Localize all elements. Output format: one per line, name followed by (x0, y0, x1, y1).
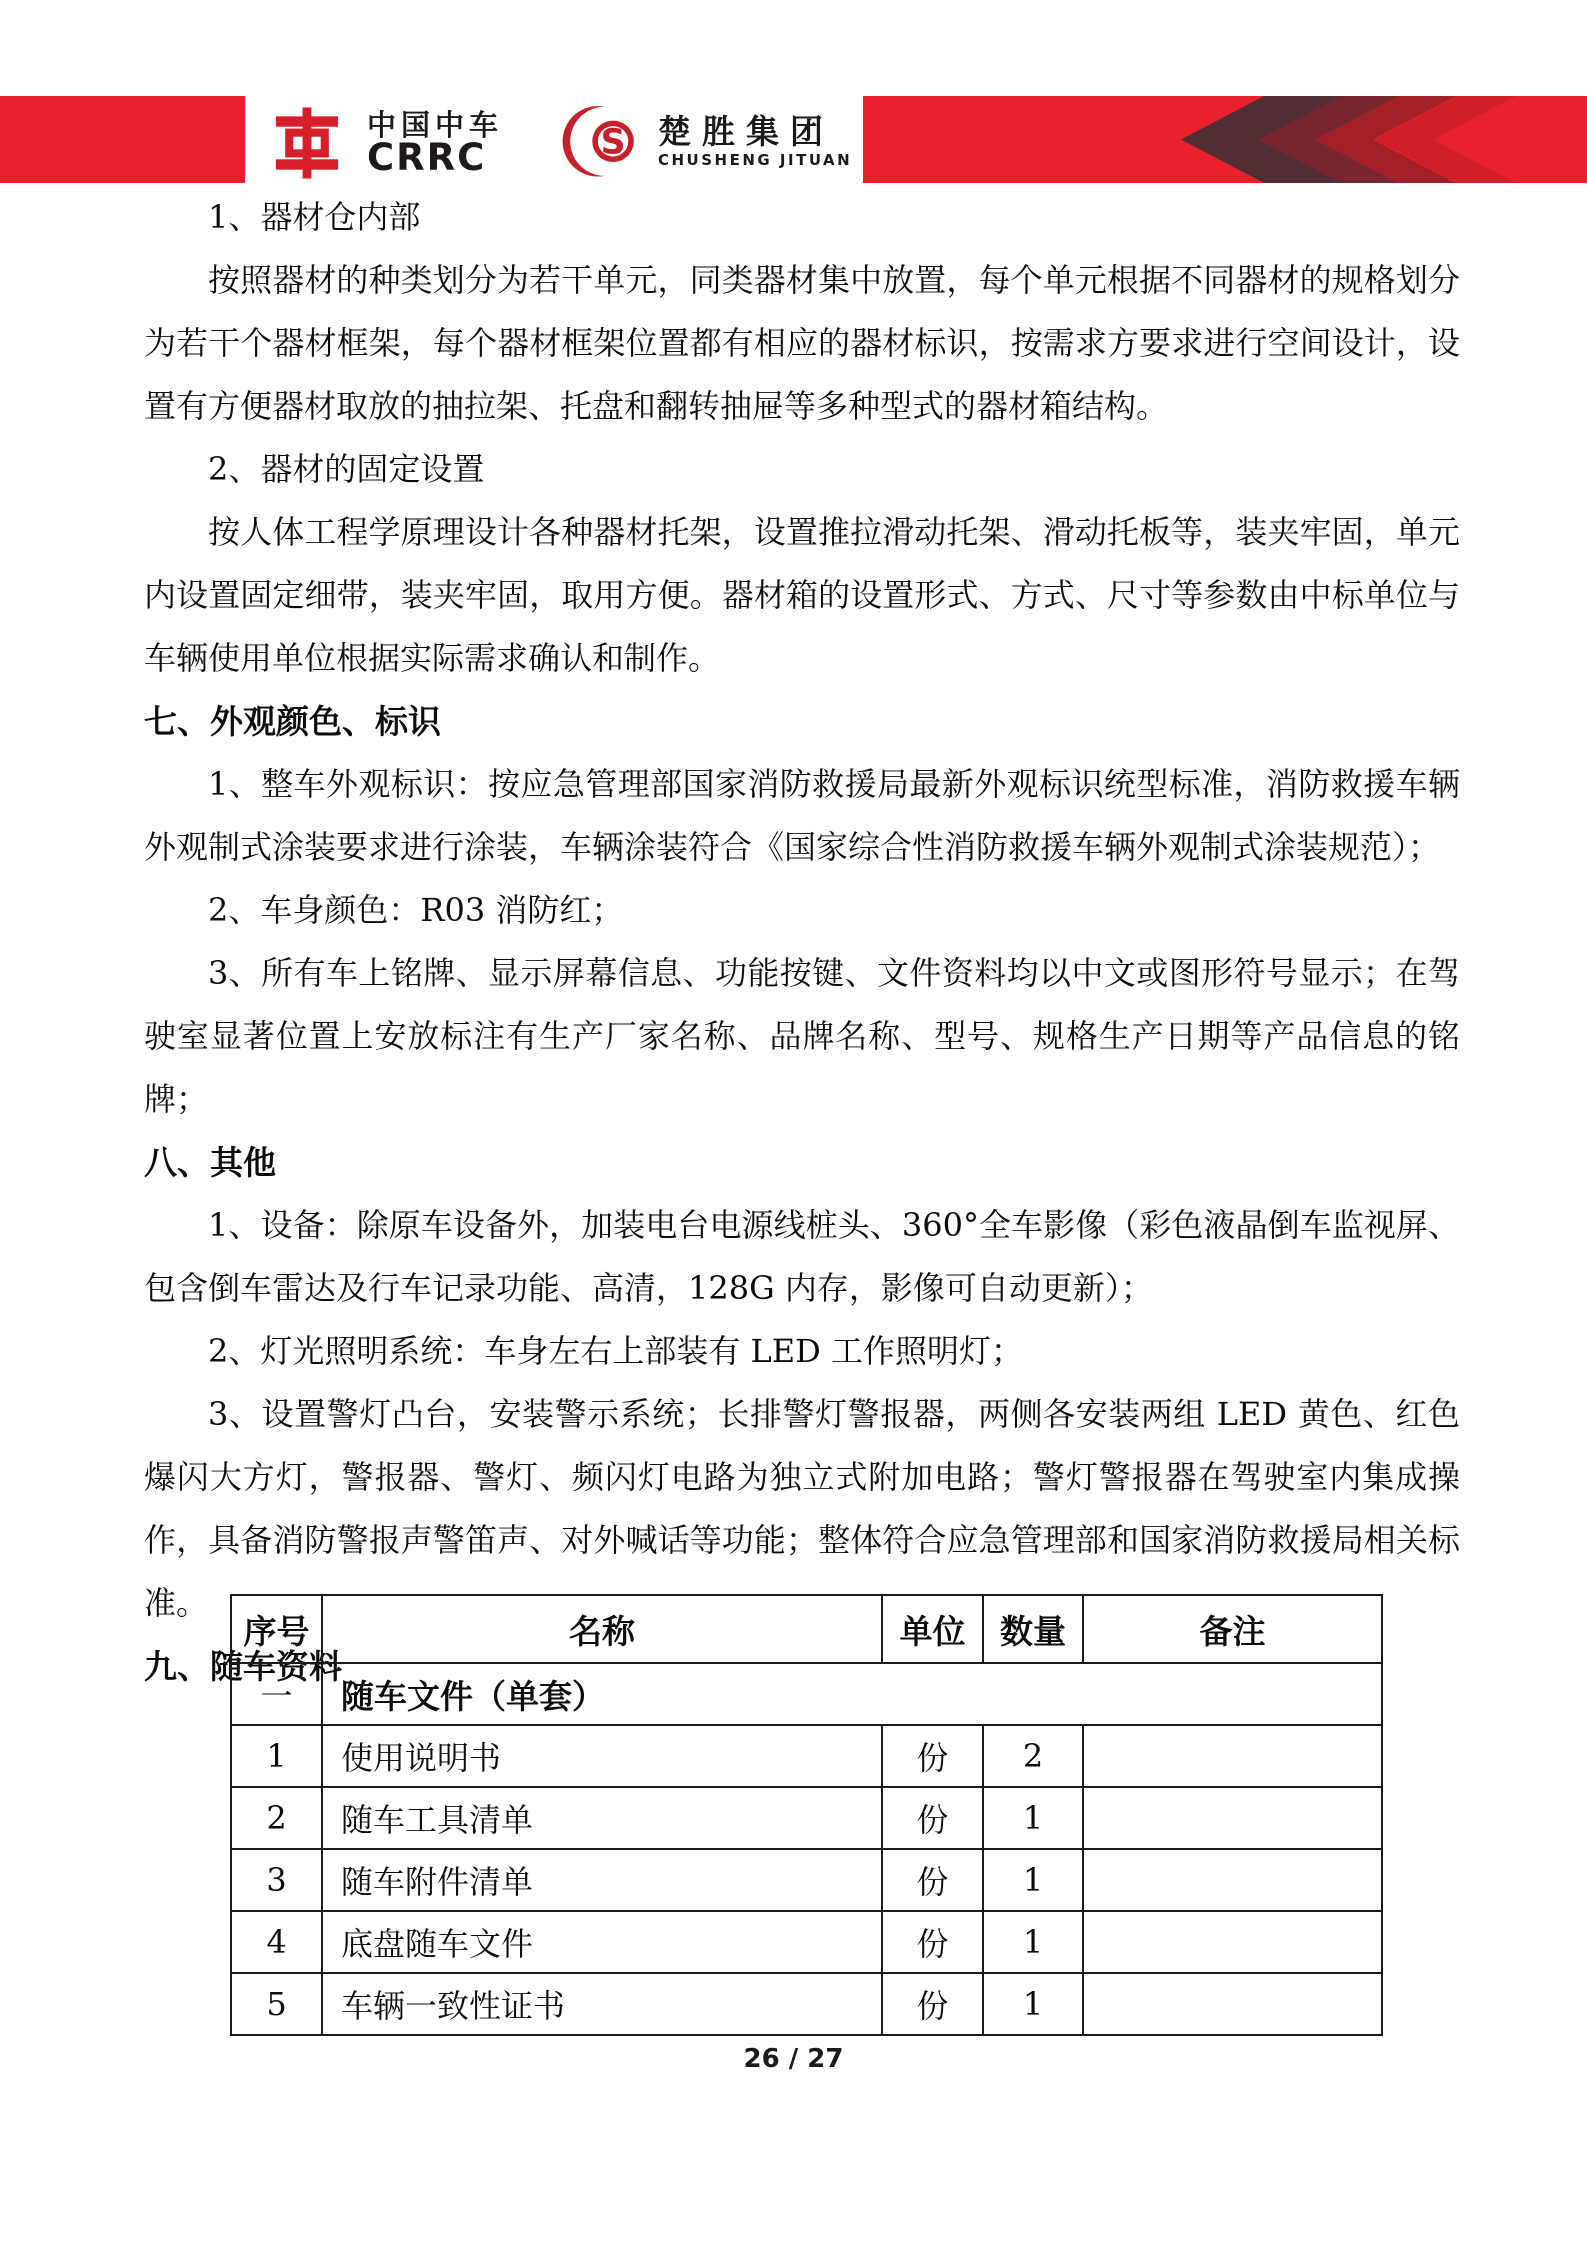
cell-name: 车辆一致性证书 (322, 1973, 882, 2035)
cell-section-name: 随车文件（单套） (322, 1663, 1382, 1725)
section-heading: 八、其他 (144, 1143, 276, 1182)
paragraph: 2、器材的固定设置 (208, 450, 485, 488)
crrc-che-icon (267, 106, 347, 180)
column-header: 名称 (322, 1595, 882, 1663)
paragraph: 2、灯光照明系统：车身左右上部装有 LED 工作照明灯； (208, 1332, 1023, 1370)
cell-name: 底盘随车文件 (322, 1911, 882, 1973)
paragraph: 1、整车外观标识：按应急管理部国家消防救援局最新外观标识统型标准，消防救援车辆外观制式涂装要求进行涂装，车辆涂装符合《国家综合性消防救援车辆外观制式涂装规范）； (144, 765, 1460, 866)
crrc-logo (267, 106, 503, 180)
header-band-left (0, 96, 245, 183)
table-row (231, 1725, 1382, 1787)
table-body (231, 1663, 1382, 2035)
column-header: 序号 (231, 1595, 322, 1663)
cell-unit: 份 (882, 1849, 983, 1911)
cell-note (1083, 1911, 1382, 1973)
cell-note (1083, 1973, 1382, 2035)
crrc-logo-text (367, 108, 504, 179)
cell-note (1083, 1849, 1382, 1911)
crrc-cn-label: 中国中车 (367, 108, 504, 142)
chusheng-cn-label: 楚胜集团 (658, 112, 834, 151)
table-header-row (231, 1595, 1382, 1663)
cell-unit: 份 (882, 1787, 983, 1849)
cell-no: 3 (231, 1849, 322, 1911)
document-body (144, 186, 1460, 1698)
cell-no: 一 (231, 1663, 322, 1725)
chusheng-logo-text (658, 114, 852, 170)
cell-no: 2 (231, 1787, 322, 1849)
table-row (231, 1973, 1382, 2035)
cell-qty: 1 (983, 1911, 1083, 1973)
table-row (231, 1663, 1382, 1725)
cell-unit: 份 (882, 1973, 983, 2035)
column-header: 备注 (1083, 1595, 1382, 1663)
accompanying-documents-table (230, 1594, 1383, 2036)
table-row (231, 1849, 1382, 1911)
cell-qty: 1 (983, 1849, 1083, 1911)
cell-qty: 1 (983, 1973, 1083, 2035)
paragraph: 按照器材的种类划分为若干单元，同类器材集中放置，每个单元根据不同器材的规格划分为若干个器材框架，每个器材框架位置都有相应的器材标识，按需求方要求进行空间设计，设置有方便器材取放的抽拉架、托盘和翻转抽屉等多种型式的器材箱结构。 (144, 261, 1460, 425)
paragraph: 3、所有车上铭牌、显示屏幕信息、功能按键、文件资料均以中文或图形符号显示；在驾驶室显著位置上安放标注有生产厂家名称、品牌名称、型号、规格生产日期等产品信息的铭牌； (144, 954, 1460, 1118)
svg-text:S: S (600, 122, 626, 163)
paragraph: 1、设备：除原车设备外，加装电台电源线桩头、360°全车影像（彩色液晶倒车监视屏、包含倒车雷达及行车记录功能、高清，128G 内存，影像可自动更新）； (144, 1206, 1460, 1307)
cell-qty: 2 (983, 1725, 1083, 1787)
cell-unit: 份 (882, 1911, 983, 1973)
table-row (231, 1911, 1382, 1973)
section-heading: 七、外观颜色、标识 (144, 702, 441, 741)
page-number: 26 / 27 (743, 2044, 844, 2074)
cell-name: 随车附件清单 (322, 1849, 882, 1911)
cell-no: 5 (231, 1973, 322, 2035)
cell-unit: 份 (882, 1725, 983, 1787)
section-heading: 九、随车资料 (144, 1647, 342, 1686)
chusheng-en-label: CHUSHENG JITUAN (658, 151, 853, 169)
column-header: 单位 (882, 1595, 983, 1663)
paragraph: 3、设置警灯凸台，安装警示系统；长排警灯警报器，两侧各安装两组 LED 黄色、红色爆闪大方灯，警报器、警灯、频闪灯电路为独立式附加电路；警灯警报器在驾驶室内集成操作，具备消防警报声警笛声、对外喊话等功能；整体符合应急管理部和国家消防救援局相关标准。 (144, 1395, 1460, 1622)
paragraph: 2、车身颜色：R03 消防红； (208, 891, 624, 929)
chusheng-logo (560, 104, 852, 180)
chusheng-emblem-icon (560, 104, 644, 180)
header-band-right (863, 96, 1587, 183)
table-row (231, 1787, 1382, 1849)
cell-note (1083, 1725, 1382, 1787)
cell-qty: 1 (983, 1787, 1083, 1849)
crrc-en-label: CRRC (367, 136, 487, 179)
paragraph: 1、器材仓内部 (208, 198, 421, 236)
cell-no: 4 (231, 1911, 322, 1973)
paragraph: 按人体工程学原理设计各种器材托架，设置推拉滑动托架、滑动托板等，装夹牢固，单元内设置固定细带，装夹牢固，取用方便。器材箱的设置形式、方式、尺寸等参数由中标单位与车辆使用单位根据实际需求确认和制作。 (144, 513, 1460, 677)
cell-name: 随车工具清单 (322, 1787, 882, 1849)
cell-no: 1 (231, 1725, 322, 1787)
cell-name: 使用说明书 (322, 1725, 882, 1787)
column-header: 数量 (983, 1595, 1083, 1663)
chevron-arrows-icon (863, 96, 1587, 183)
cell-note (1083, 1787, 1382, 1849)
